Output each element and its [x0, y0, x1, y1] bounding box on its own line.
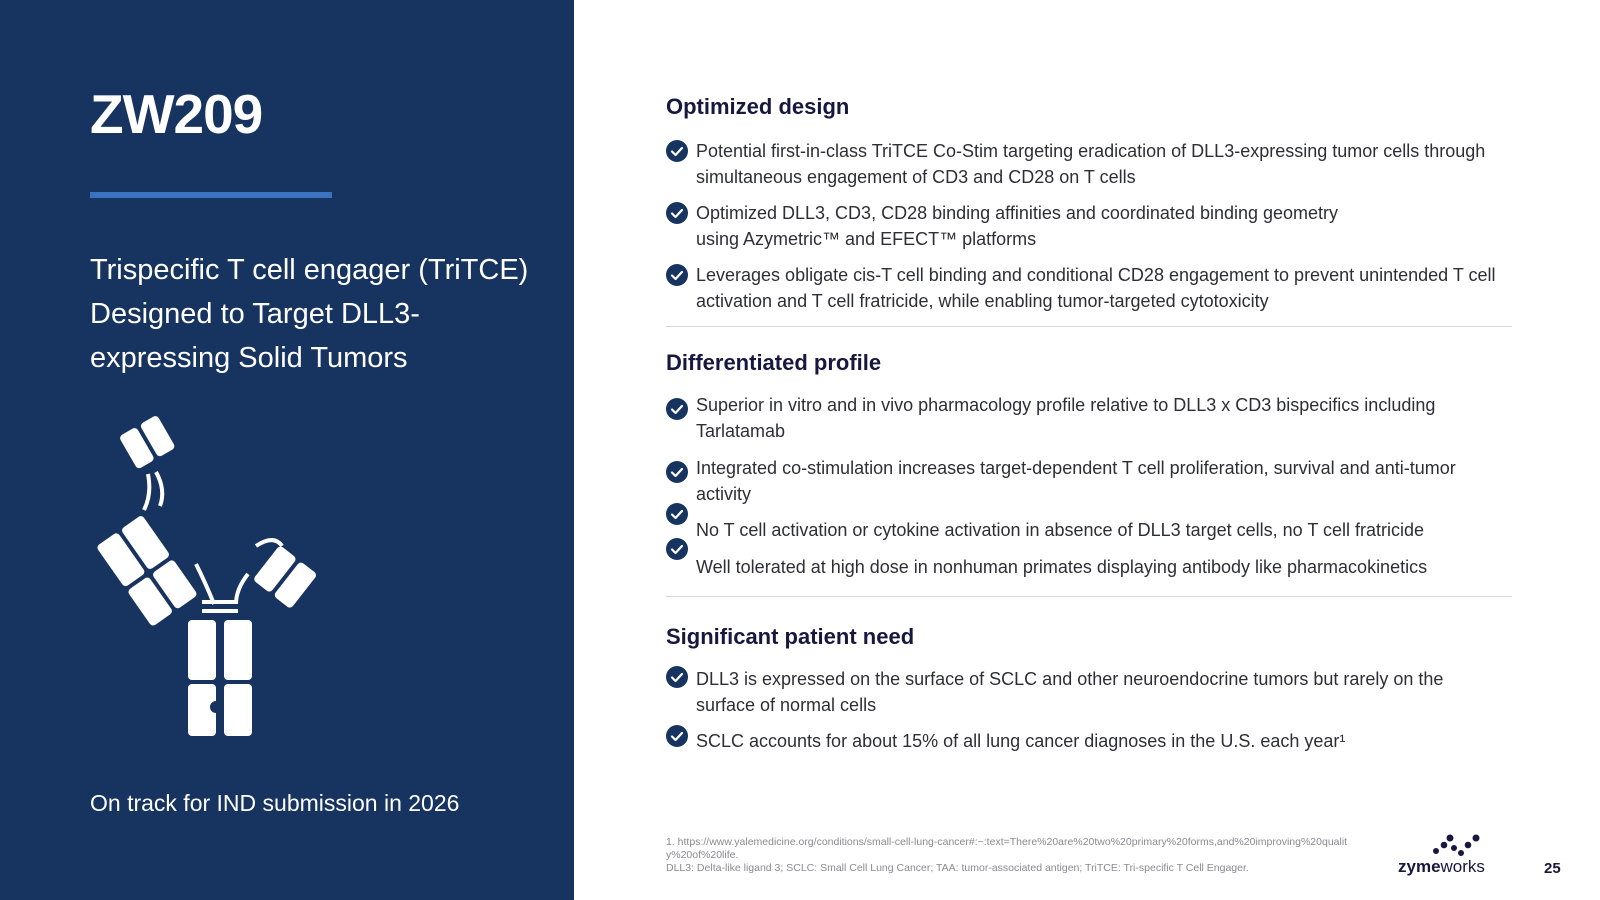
bullet-text: Leverages obligate cis-T cell binding and conditional CD28 engagement to prevent unintended T cell activation and T cell fratricide, while enabling tumor-targeted cytotoxicity — [696, 265, 1496, 311]
bullet-text: Potential first-in-class TriTCE Co-Stim targeting eradication of DLL3-expressing tumor cells through simultaneous engagement of CD3 and CD28 on T cells — [696, 141, 1486, 187]
checkmark-circle-icon — [666, 264, 688, 286]
logo-wordmark-part2: works — [1440, 857, 1485, 876]
logo-wordmark — [1398, 857, 1485, 877]
logo-wordmark-part1: zyme — [1398, 857, 1441, 876]
footnote-reference: 1. https://www.yalemedicine.org/conditions/small-cell-lung-cancer#:~:text=There%20are%20two%20primary%20forms,and%20improving%20quality%20of%20life. — [666, 836, 1348, 861]
section-differentiated-profile — [666, 350, 1516, 376]
section-significant-patient-need — [666, 624, 1516, 650]
product-subtitle: Trispecific T cell engager (TriTCE) Designed to Target DLL3-expressing Solid Tumors — [90, 254, 529, 374]
bullet-text: Superior in vitro and in vivo pharmacology profile relative to DLL3 x CD3 bispecifics including Tarlatamab — [696, 395, 1436, 441]
section-divider — [666, 326, 1512, 327]
title-underline — [90, 192, 332, 198]
checkmark-circle-icon — [666, 725, 688, 747]
footnote-abbreviations: DLL3: Delta-like ligand 3; SCLC: Small Cell Lung Cancer; TAA: tumor-associated antigen; TriTCE: Tri-specific T Cell Engager. — [666, 862, 1249, 874]
bullet-text: DLL3 is expressed on the surface of SCLC and other neuroendocrine tumors but rarely on the surface of normal cells — [696, 669, 1444, 715]
zymeworks-logo — [1398, 833, 1522, 877]
bullet-text: Integrated co-stimulation increases target-dependent T cell proliferation, survival and anti-tumor activity — [696, 458, 1456, 504]
footnotes — [666, 836, 1356, 875]
bullet-text: No T cell activation or cytokine activation in absence of DLL3 target cells, no T cell fratricide — [696, 520, 1425, 540]
checkmark-circle-icon — [666, 202, 688, 224]
left-panel — [0, 0, 574, 900]
bullet-text: Well tolerated at high dose in nonhuman primates displaying antibody like pharmacokinetics — [696, 557, 1428, 577]
checkmark-circle-icon — [666, 538, 688, 560]
bullet-text: Optimized DLL3, CD3, CD28 binding affinities and coordinated binding geometry using Azymetric™ and EFECT™ platforms — [696, 203, 1339, 249]
section-heading: Differentiated profile — [666, 350, 882, 375]
page-number: 25 — [1544, 860, 1561, 877]
checkmark-circle-icon — [666, 666, 688, 688]
checkmark-circle-icon — [666, 461, 688, 483]
section-optimized-design — [666, 94, 1516, 120]
zymeworks-dots-icon — [1398, 833, 1522, 857]
product-title: ZW209 — [90, 83, 263, 145]
antibody-icon — [86, 414, 336, 752]
section-divider — [666, 596, 1512, 597]
bullet-text: SCLC accounts for about 15% of all lung cancer diagnoses in the U.S. each year¹ — [696, 731, 1346, 751]
section-heading: Significant patient need — [666, 624, 915, 649]
checkmark-circle-icon — [666, 398, 688, 420]
section-heading: Optimized design — [666, 94, 850, 119]
checkmark-circle-icon — [666, 503, 688, 525]
checkmark-circle-icon — [666, 140, 688, 162]
status-text: On track for IND submission in 2026 — [90, 790, 460, 816]
